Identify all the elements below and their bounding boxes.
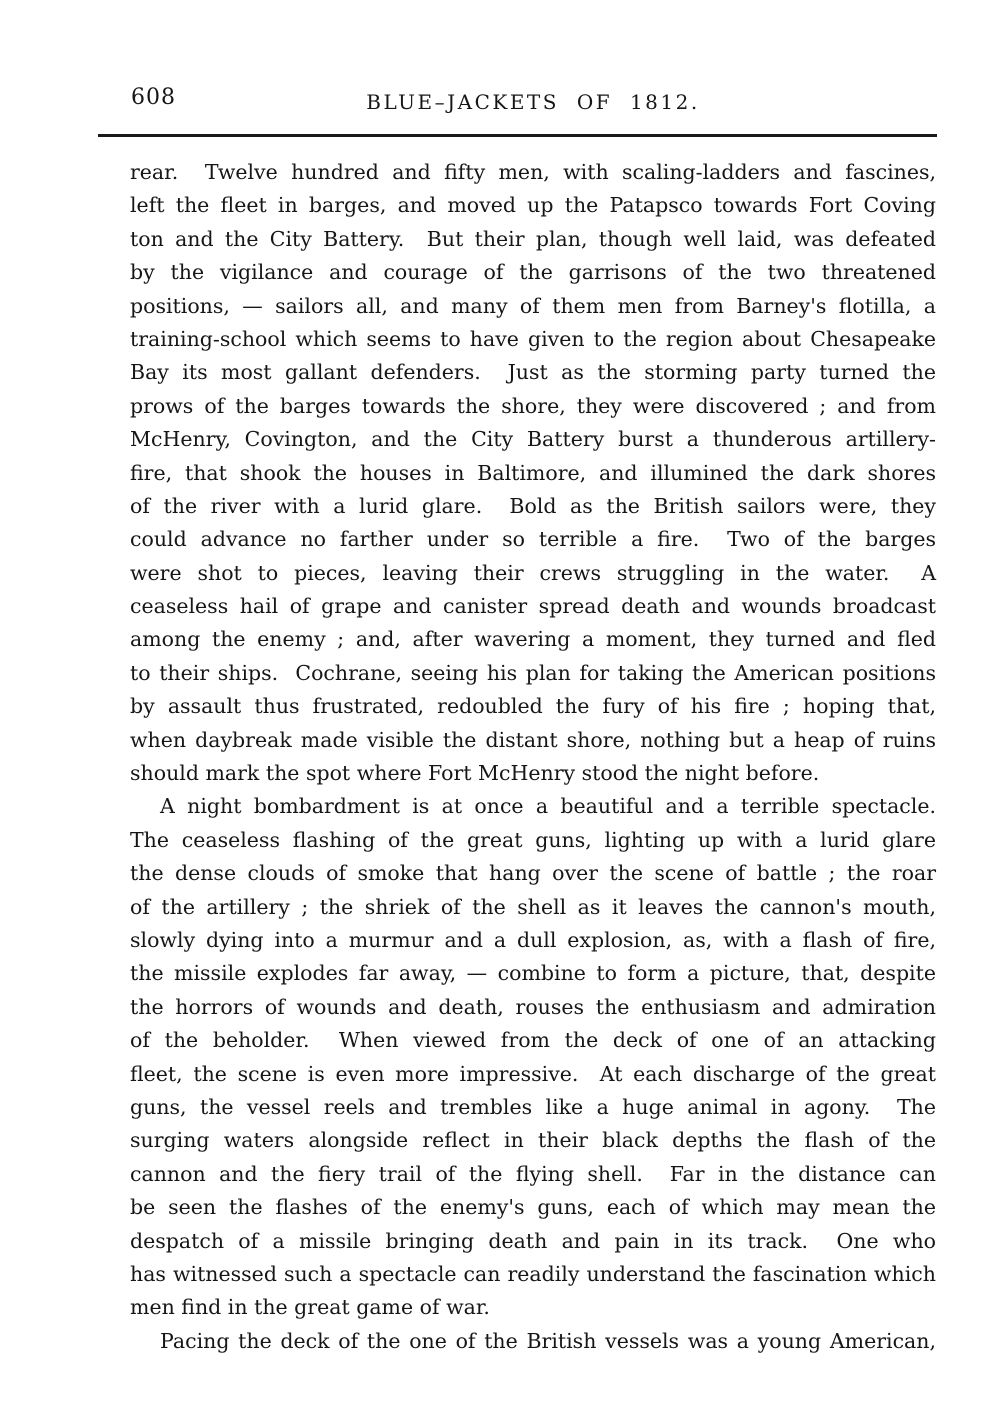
text-line: could advance no farther under so terrible a fire. Two of the barges [130, 527, 936, 552]
text-line: by the vigilance and courage of the garrisons of the two threatened [130, 260, 936, 285]
text-line: despatch of a missile bringing death and pain in its track. One who [130, 1228, 936, 1253]
text-line: A night bombardment is at once a beautiful and a terrible spectacle. [160, 794, 936, 819]
text-line: the dense clouds of smoke that hang over the scene of battle ; the roar [130, 861, 936, 886]
text-line: of the river with a lurid glare. Bold as the British sailors were, they [130, 493, 936, 518]
text-column [130, 156, 936, 1358]
text-line: the horrors of wounds and death, rouses the enthusiasm and admiration [130, 994, 936, 1019]
paragraph [130, 156, 936, 790]
text-line: prows of the barges towards the shore, they were discovered ; and from [130, 393, 936, 418]
text-line: training-school which seems to have given to the region about Chesapeake [130, 326, 936, 351]
text-line: men find in the great game of war. [130, 1295, 490, 1320]
text-line: of the artillery ; the shriek of the shell as it leaves the cannon's mouth, [130, 894, 936, 919]
text-line: when daybreak made visible the distant shore, nothing but a heap of ruins [130, 727, 936, 752]
text-line: were shot to pieces, leaving their crews struggling in the water. A [130, 560, 936, 585]
header-rule [98, 134, 937, 137]
text-line: among the enemy ; and, after wavering a moment, they turned and fled [130, 627, 936, 652]
text-line: to their ships. Cochrane, seeing his plan for taking the American positions [130, 660, 936, 685]
text-line: by assault thus frustrated, redoubled the fury of his fire ; hoping that, [130, 694, 936, 719]
text-line: McHenry, Covington, and the City Battery burst a thunderous artillery- [130, 427, 936, 452]
text-line: The ceaseless flashing of the great guns, lighting up with a lurid glare [130, 827, 936, 852]
text-line: be seen the flashes of the enemy's guns, each of which may mean the [130, 1195, 936, 1220]
text-line: ton and the City Battery. But their plan, though well laid, was defeated [130, 226, 936, 251]
text-line: positions, — sailors all, and many of them men from Barney's flotilla, a [130, 293, 936, 318]
paragraph [130, 1325, 936, 1358]
text-line: has witnessed such a spectacle can readily understand the fascination which [130, 1261, 936, 1286]
text-line: rear. Twelve hundred and fifty men, with scaling-ladders and fascines, [130, 160, 936, 184]
text-line: slowly dying into a murmur and a dull explosion, as, with a flash of fire, [130, 927, 936, 952]
text-line: should mark the spot where Fort McHenry stood the night before. [130, 761, 820, 786]
text-line: surging waters alongside reflect in their black depths the flash of the [130, 1128, 936, 1153]
text-line: Bay its most gallant defenders. Just as the storming party turned the [130, 360, 936, 385]
text-line: the missile explodes far away, — combine to form a picture, that, despite [130, 961, 936, 986]
text-line: of the beholder. When viewed from the deck of one of an attacking [130, 1028, 936, 1053]
page-number: 608 [131, 85, 176, 110]
text-line: cannon and the fiery trail of the flying shell. Far in the distance can [130, 1161, 936, 1186]
text-line: fleet, the scene is even more impressive. At each discharge of the great [130, 1061, 936, 1086]
paragraph [130, 790, 936, 1324]
text-line: Pacing the deck of the one of the British vessels was a young American, [160, 1328, 936, 1353]
running-title: BLUE–JACKETS OF 1812. [366, 90, 700, 114]
text-line: fire, that shook the houses in Baltimore, and illumined the dark shores [130, 460, 936, 485]
text-line: guns, the vessel reels and trembles like a huge animal in agony. The [130, 1094, 936, 1119]
text-line: ceaseless hail of grape and canister spread death and wounds broadcast [130, 594, 936, 619]
text-line: left the fleet in barges, and moved up the Patapsco towards Fort Coving [130, 193, 936, 218]
